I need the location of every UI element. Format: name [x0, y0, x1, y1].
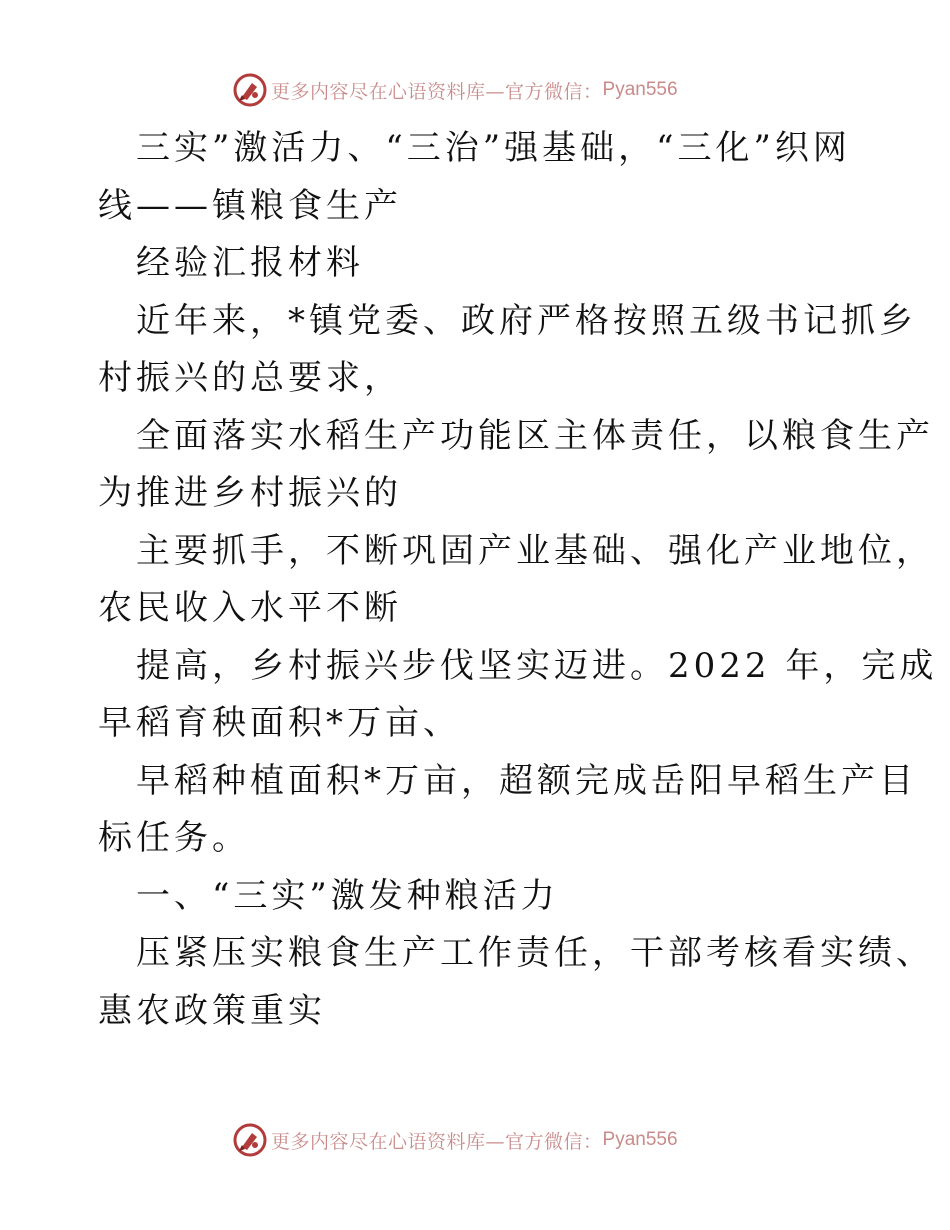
footer-watermark — [233, 1122, 678, 1158]
text-line: 全面落实水稻生产功能区主体责任，以粮食生产 — [136, 415, 934, 456]
text-line: 早稻种植面积*万亩，超额完成岳阳早稻生产目 — [136, 760, 917, 801]
text-line: 为推进乡村振兴的 — [98, 473, 402, 513]
text-line: 提高，乡村振兴步伐坚实迈进。2022 年，完成 — [136, 645, 938, 686]
text-line: 惠农政策重实 — [98, 990, 326, 1031]
text-line: 早稻育秧面积*万亩、 — [98, 703, 461, 743]
text-line: 一、“三实”激发种粮活力 — [136, 875, 559, 916]
text-line: 村振兴的总要求， — [98, 358, 402, 398]
watermark-wechat-id: Pyan556 — [602, 1129, 678, 1150]
text-line: 近年来，*镇党委、政府严格按照五级书记抓乡 — [136, 300, 917, 341]
brand-logo-icon — [233, 1123, 267, 1157]
watermark-wechat-id: Pyan556 — [602, 79, 678, 100]
brand-logo-icon — [233, 73, 267, 107]
watermark-text: 更多内容尽在心语资料库—官方微信： — [271, 1130, 603, 1153]
text-line: 标任务。 — [98, 818, 250, 858]
text-line: 三实”激活力、“三治”强基础，“三化”织网 — [136, 128, 851, 168]
text-line: 经验汇报材料 — [136, 243, 364, 283]
watermark-text: 更多内容尽在心语资料库—官方微信： — [271, 80, 603, 103]
text-line: 主要抓手，不断巩固产业基础、强化产业地位， — [136, 530, 934, 571]
text-line: 农民收入水平不断 — [98, 588, 402, 628]
text-line: 线——镇粮食生产 — [98, 185, 402, 226]
text-line: 压紧压实粮食生产工作责任，干部考核看实绩、 — [136, 933, 934, 973]
header-watermark — [233, 72, 678, 108]
document-body — [98, 120, 938, 1040]
